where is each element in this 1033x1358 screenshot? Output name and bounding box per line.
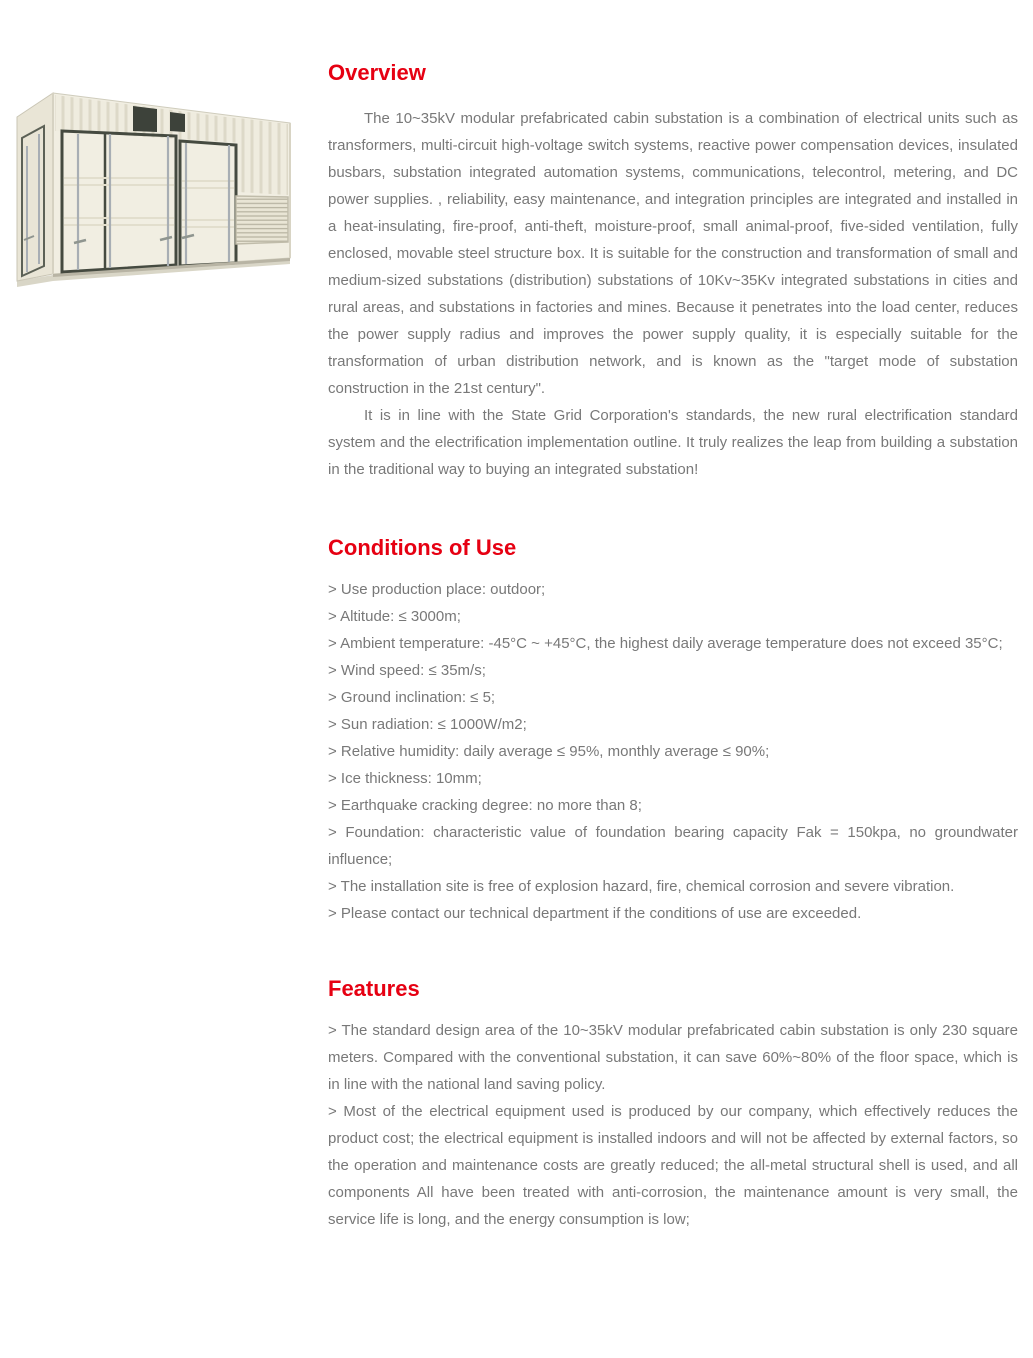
condition-item: > Wind speed: ≤ 35m/s;: [328, 662, 486, 679]
louver-grille: [236, 196, 288, 244]
feature-item: > Most of the electrical equipment used is produced by our company, which effectively reduces the product cost; the electrical equipment is installed indoors and will not be affected by external factors, so the operation and maintenance costs are greatly reduced; the all-metal structural shell is used, and all components All have been treated with anti-corrosion, the maintenance amount is very small, the service life is long, and the energy consumption is low;: [328, 1103, 1018, 1228]
condition-item: > Altitude: ≤ 3000m;: [328, 608, 461, 625]
condition-item: > Please contact our technical department if the conditions of use are exceeded.: [328, 905, 862, 922]
condition-item: > Foundation: characteristic value of foundation bearing capacity Fak = 150kpa, no groundwater influence;: [328, 824, 1018, 868]
content-column: [328, 0, 1018, 1233]
conditions-heading: Conditions of Use: [328, 535, 517, 560]
condition-item: > Ambient temperature: -45°C ~ +45°C, the highest daily average temperature does not exceed 35°C;: [328, 635, 1003, 652]
feature-item: > The standard design area of the 10~35kV modular prefabricated cabin substation is only 230 square meters. Compared with the conventional substation, it can save 60%~80% of the floor space, which is in line with the national land saving policy.: [328, 1022, 1018, 1093]
condition-item: > Use production place: outdoor;: [328, 581, 546, 598]
condition-item: > Ground inclination: ≤ 5;: [328, 689, 496, 706]
overview-paragraph-2: It is in line with the State Grid Corporation's standards, the new rural electrification standard system and the electrification implementation outline. It truly realizes the leap from building a substation in the traditional way to buying an integrated substation!: [328, 407, 1018, 478]
right-corrugation: [238, 118, 288, 195]
features-heading: Features: [328, 976, 420, 1001]
substation-product-image: [14, 88, 320, 290]
substation-illustration: [14, 88, 320, 290]
condition-item: > Relative humidity: daily average ≤ 95%, monthly average ≤ 90%;: [328, 743, 770, 760]
condition-item: > The installation site is free of explosion hazard, fire, chemical corrosion and severe vibration.: [328, 878, 955, 895]
condition-item: > Earthquake cracking degree: no more than 8;: [328, 797, 642, 814]
overview-heading: Overview: [328, 60, 426, 85]
condition-item: > Sun radiation: ≤ 1000W/m2;: [328, 716, 527, 733]
overview-paragraph-1: The 10~35kV modular prefabricated cabin substation is a combination of electrical units such as transformers, multi-circuit high-voltage switch systems, reactive power compensation devices, insulated busbars, substation integrated automation systems, communications, telecontrol, metering, and DC power supplies. , reliability, easy maintenance, and integration principles are integrated and installed in a heat-insulating, fire-proof, anti-theft, moisture-proof, small animal-proof, five-sided ventilation, fully enclosed, movable steel structure box. It is suitable for the construction and transformation of small and medium-sized substations (distribution) substations of 10Kv~35Kv integrated substations in cities and rural areas, and substations in factories and mines. Because it penetrates into the load center, reduces the power supply radius and improves the power supply quality, it is especially suitable for the transformation of urban distribution network, and is known as the "target mode of substation construction in the 21st century".: [328, 110, 1018, 397]
condition-item: > Ice thickness: 10mm;: [328, 770, 482, 787]
